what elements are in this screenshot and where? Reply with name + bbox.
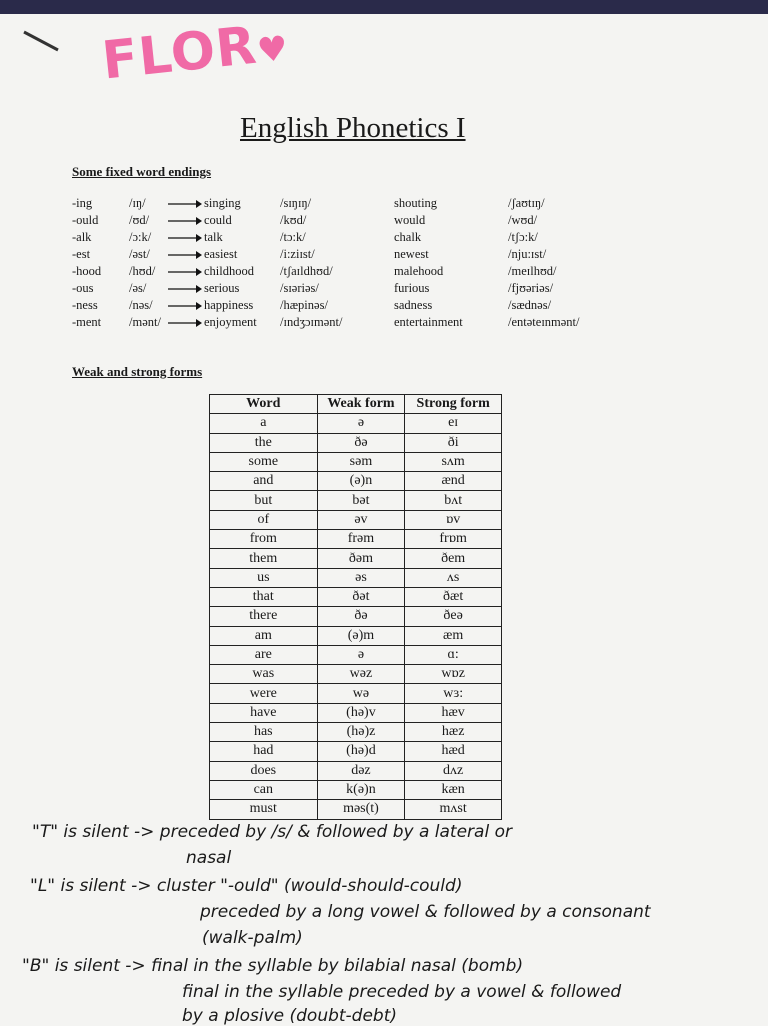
ending-transcription: /tʃaɪldhʊd/ (280, 264, 333, 278)
table-row (210, 723, 502, 742)
cell-weak-form: ðə (317, 433, 405, 452)
cell-strong-form: frɒm (405, 530, 502, 549)
ending-transcription2: /meɪlhʊd/ (508, 264, 557, 278)
arrow-icon (168, 264, 204, 277)
cell-weak-form: wə (317, 684, 405, 703)
note-line: preceded by a long vowel & followed by a consonant (200, 902, 651, 922)
ending-sound: /mənt/ (129, 315, 161, 329)
cell-weak-form: (ə)n (317, 472, 405, 491)
cell-strong-form: ʌs (405, 568, 502, 587)
note-line: nasal (186, 848, 232, 868)
cell-weak-form: ðəm (317, 549, 405, 568)
cell-weak-form: ə (317, 414, 405, 433)
table-row (210, 780, 502, 799)
cell-word: the (210, 433, 318, 452)
ending-sound: /nəs/ (129, 298, 153, 312)
ending-ending: -ing (72, 196, 93, 210)
ending-word2: chalk (394, 230, 422, 244)
ending-sound: /ɔ:k/ (129, 230, 152, 244)
ending-ending: -ness (72, 298, 98, 312)
cell-weak-form: əv (317, 510, 405, 529)
table-row (210, 587, 502, 606)
ending-transcription: /i:ziɪst/ (280, 247, 315, 261)
cell-strong-form: ɑ: (405, 645, 502, 664)
ending-transcription2: /tʃɔ:k/ (508, 230, 538, 244)
cell-weak-form: wəz (317, 665, 405, 684)
ending-transcription2: /sædnəs/ (508, 298, 552, 312)
cell-weak-form: frəm (317, 530, 405, 549)
cell-strong-form: wɒz (405, 665, 502, 684)
col-header-word: Word (210, 395, 318, 414)
cell-strong-form: ɒv (405, 510, 502, 529)
table-row (210, 530, 502, 549)
cell-word: had (210, 742, 318, 761)
arrow-icon (168, 315, 204, 328)
ending-transcription: /kʊd/ (280, 213, 307, 227)
ending-sound: /ʊd/ (129, 213, 150, 227)
cell-strong-form: ðem (405, 549, 502, 568)
ending-ending: -ous (72, 281, 94, 295)
cell-word: has (210, 723, 318, 742)
table-row (210, 665, 502, 684)
cell-weak-form: bət (317, 491, 405, 510)
table-header-row (210, 395, 502, 414)
cell-weak-form: (ə)m (317, 626, 405, 645)
cell-strong-form: hæd (405, 742, 502, 761)
cell-strong-form: mʌst (405, 800, 502, 819)
cell-weak-form: ə (317, 645, 405, 664)
ending-word2: sadness (394, 298, 433, 312)
cell-word: have (210, 703, 318, 722)
table-row (210, 472, 502, 491)
ending-transcription2: /entəteɪnmənt/ (508, 315, 580, 329)
note-line: "L" is silent -> cluster "-ould" (would-should-could) (30, 876, 463, 896)
ending-transcription: /hæpinəs/ (280, 298, 328, 312)
ending-ending: -hood (72, 264, 102, 278)
ending-word2: malehood (394, 264, 444, 278)
cell-word: a (210, 414, 318, 433)
cell-word: and (210, 472, 318, 491)
cell-strong-form: ðæt (405, 587, 502, 606)
table-row (210, 742, 502, 761)
section-heading-endings: Some fixed word endings (72, 164, 212, 179)
ending-transcription2: /fjʊəriəs/ (508, 281, 554, 295)
cell-strong-form: sʌm (405, 452, 502, 471)
ending-ending: -ment (72, 315, 102, 329)
ending-sound: /əst/ (129, 247, 150, 261)
cell-strong-form: eɪ (405, 414, 502, 433)
ending-word2: newest (394, 247, 429, 261)
cell-weak-form: məs(t) (317, 800, 405, 819)
ending-ending: -alk (72, 230, 92, 244)
table-row (210, 703, 502, 722)
ending-word: easiest (204, 247, 238, 261)
cell-word: are (210, 645, 318, 664)
ending-transcription2: /ʃaʊtɪŋ/ (508, 196, 545, 210)
table-row (210, 645, 502, 664)
weak-strong-table (209, 394, 502, 820)
cell-strong-form: kæn (405, 780, 502, 799)
section-heading-weak-strong: Weak and strong forms (72, 364, 203, 379)
cell-word: them (210, 549, 318, 568)
table-row (210, 626, 502, 645)
ending-word: enjoyment (204, 315, 257, 329)
note-line: final in the syllable preceded by a vowel & followed (182, 982, 622, 1002)
table-row (210, 568, 502, 587)
table-row (210, 510, 502, 529)
cell-word: that (210, 587, 318, 606)
table-row (210, 433, 502, 452)
note-line: (walk-palm) (202, 928, 303, 948)
ending-transcription: /sɪəriəs/ (280, 281, 319, 295)
cell-strong-form: dʌz (405, 761, 502, 780)
top-edge (0, 0, 768, 14)
col-header-weak: Weak form (317, 395, 405, 414)
cell-strong-form: hæv (405, 703, 502, 722)
cell-word: there (210, 607, 318, 626)
ending-transcription2: /wʊd/ (508, 213, 538, 227)
ending-transcription: /tɔ:k/ (280, 230, 306, 244)
cell-word: from (210, 530, 318, 549)
ending-word2: furious (394, 281, 430, 295)
cell-strong-form: hæz (405, 723, 502, 742)
table-row (210, 549, 502, 568)
cell-strong-form: æm (405, 626, 502, 645)
table-row (210, 684, 502, 703)
col-header-strong: Strong form (405, 395, 502, 414)
cell-word: can (210, 780, 318, 799)
table-row (210, 761, 502, 780)
ending-word2: would (394, 213, 426, 227)
cell-weak-form: (hə)d (317, 742, 405, 761)
ending-word: happiness (204, 298, 254, 312)
cell-weak-form: (hə)v (317, 703, 405, 722)
cell-word: does (210, 761, 318, 780)
ending-word: singing (204, 196, 241, 210)
cell-weak-form: əs (317, 568, 405, 587)
ending-sound: /hʊd/ (129, 264, 156, 278)
flor-doodle: FLOR♥ (99, 15, 291, 92)
ending-transcription: /sɪŋɪŋ/ (280, 196, 312, 210)
note-line: by a plosive (doubt-debt) (182, 1006, 398, 1026)
cell-weak-form: ðə (317, 607, 405, 626)
cell-weak-form: ðət (317, 587, 405, 606)
table-row (210, 452, 502, 471)
ending-word: childhood (204, 264, 254, 278)
cell-word: must (210, 800, 318, 819)
cell-word: of (210, 510, 318, 529)
cell-strong-form: ðeə (405, 607, 502, 626)
ending-transcription2: /nju:ɪst/ (508, 247, 547, 261)
cell-weak-form: (hə)z (317, 723, 405, 742)
ending-ending: -est (72, 247, 91, 261)
note-line: "B" is silent -> final in the syllable by bilabial nasal (bomb) (22, 956, 524, 976)
cell-word: but (210, 491, 318, 510)
cell-word: am (210, 626, 318, 645)
cell-strong-form: bʌt (405, 491, 502, 510)
cell-strong-form: wɜ: (405, 684, 502, 703)
ending-ending: -ould (72, 213, 99, 227)
ending-word2: entertainment (394, 315, 463, 329)
note-line: "T" is silent -> preceded by /s/ & followed by a lateral or (32, 822, 512, 842)
arrow-icon (168, 247, 204, 260)
cell-strong-form: ænd (405, 472, 502, 491)
cell-weak-form: dəz (317, 761, 405, 780)
cell-word: us (210, 568, 318, 587)
arrow-icon (168, 230, 204, 243)
cell-weak-form: səm (317, 452, 405, 471)
cell-word: was (210, 665, 318, 684)
table-row (210, 491, 502, 510)
cell-word: some (210, 452, 318, 471)
cell-weak-form: k(ə)n (317, 780, 405, 799)
arrow-icon (168, 213, 204, 226)
arrow-icon (168, 196, 204, 209)
table-row (210, 800, 502, 819)
ending-sound: /əs/ (129, 281, 147, 295)
table-row (210, 414, 502, 433)
arrow-icon (168, 298, 204, 311)
arrow-icon (168, 281, 204, 294)
ending-word: serious (204, 281, 240, 295)
ending-transcription: /ɪndʒɔɪmənt/ (280, 315, 343, 329)
table-row (210, 607, 502, 626)
ending-sound: /ɪŋ/ (129, 196, 146, 210)
pen-mark (22, 28, 62, 56)
cell-word: were (210, 684, 318, 703)
ending-word2: shouting (394, 196, 438, 210)
page-title: English Phonetics I (240, 112, 466, 144)
ending-word: could (204, 213, 232, 227)
cell-strong-form: ði (405, 433, 502, 452)
ending-word: talk (204, 230, 223, 244)
